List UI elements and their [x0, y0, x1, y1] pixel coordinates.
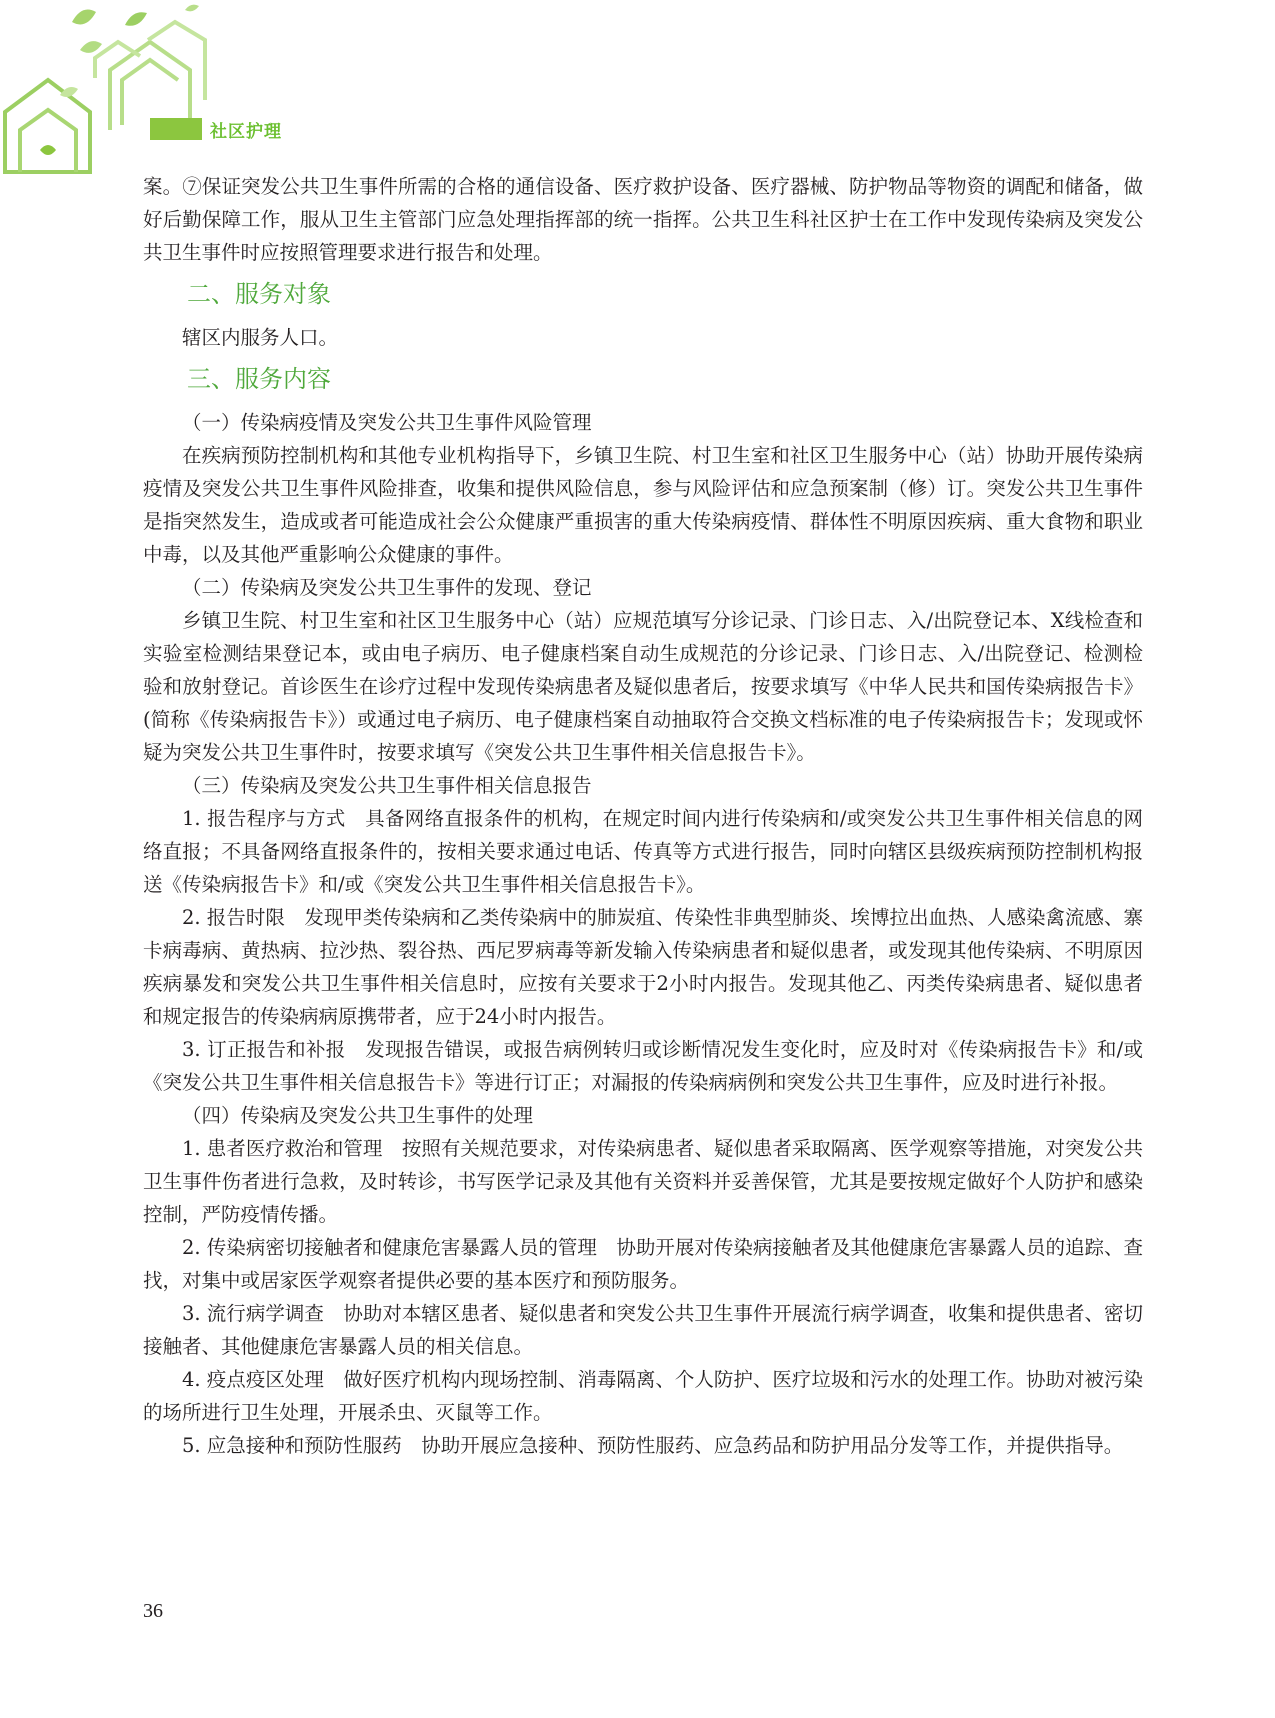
section-title: 三、服务内容: [187, 365, 331, 393]
subsection-heading: （一）传染病疫情及突发公共卫生事件风险管理: [182, 411, 592, 434]
paragraph: 3. 流行病学调查 协助对本辖区患者、疑似患者和突发公共卫生事件开展流行病学调查，收集和提供患者、密切接触者、其他健康危害暴露人员的相关信息。: [143, 1302, 1143, 1358]
paragraph: 4. 疫点疫区处理 做好医疗机构内现场控制、消毒隔离、个人防护、医疗垃圾和污水的处理工作。协助对被污染的场所进行卫生处理，开展杀虫、灭鼠等工作。: [143, 1368, 1143, 1424]
paragraph: 在疾病预防控制机构和其他专业机构指导下，乡镇卫生院、村卫生室和社区卫生服务中心（站）协助开展传染病疫情及突发公共卫生事件风险排查，收集和提供风险信息，参与风险评估和应急预案制（修）订。突发公共卫生事件是指突然发生，造成或者可能造成社会公众健康严重损害的重大传染病疫情、群体性不明原因疾病、重大食物和职业中毒，以及其他严重影响公众健康的事件。: [143, 444, 1143, 566]
section-title: 二、服务对象: [187, 280, 331, 308]
paragraph: 辖区内服务人口。: [182, 326, 339, 349]
paragraph: 5. 应急接种和预防性服药 协助开展应急接种、预防性服药、应急药品和防护用品分发等工作，并提供指导。: [182, 1434, 1124, 1457]
paragraph: 案。⑦保证突发公共卫生事件所需的合格的通信设备、医疗救护设备、医疗器械、防护物品等物资的调配和储备，做好后勤保障工作，服从卫生主管部门应急处理指挥部的统一指挥。公共卫生科社区护士在工作中发现传染病及突发公共卫生事件时应按照管理要求进行报告和处理。: [143, 175, 1143, 264]
page-body: [143, 170, 1143, 1462]
paragraph: 3. 订正报告和补报 发现报告错误，或报告病例转归或诊断情况发生变化时，应及时对《传染病报告卡》和/或《突发公共卫生事件相关信息报告卡》等进行订正；对漏报的传染病病例和突发公共卫生事件，应及时进行补报。: [143, 1038, 1143, 1094]
page-number: 36: [143, 1600, 163, 1622]
running-title: 社区护理: [210, 121, 282, 142]
header-accent-bar: [150, 118, 202, 140]
house-leaves-icon: [0, 0, 230, 175]
running-head: [150, 117, 282, 141]
paragraph: 2. 传染病密切接触者和健康危害暴露人员的管理 协助开展对传染病接触者及其他健康危害暴露人员的追踪、查找，对集中或居家医学观察者提供必要的基本医疗和预防服务。: [143, 1236, 1143, 1292]
subsection-heading: （三）传染病及突发公共卫生事件相关信息报告: [182, 774, 592, 797]
paragraph: 1. 患者医疗救治和管理 按照有关规范要求，对传染病患者、疑似患者采取隔离、医学观察等措施，对突发公共卫生事件伤者进行急救，及时转诊，书写医学记录及其他有关资料并妥善保管，尤其是要按规定做好个人防护和感染控制，严防疫情传播。: [143, 1137, 1143, 1226]
paragraph: 乡镇卫生院、村卫生室和社区卫生服务中心（站）应规范填写分诊记录、门诊日志、入/出院登记本、X线检查和实验室检测结果登记本，或由电子病历、电子健康档案自动生成规范的分诊记录、门诊日志、入/出院登记、检测检验和放射登记。首诊医生在诊疗过程中发现传染病患者及疑似患者后，按要求填写《中华人民共和国传染病报告卡》(简称《传染病报告卡》）或通过电子病历、电子健康档案自动抽取符合交换文档标准的电子传染病报告卡；发现或怀疑为突发公共卫生事件时，按要求填写《突发公共卫生事件相关信息报告卡》。: [143, 609, 1143, 764]
paragraph: 2. 报告时限 发现甲类传染病和乙类传染病中的肺炭疽、传染性非典型肺炎、埃博拉出血热、人感染禽流感、寨卡病毒病、黄热病、拉沙热、裂谷热、西尼罗病毒等新发输入传染病患者和疑似患者，或发现其他传染病、不明原因疾病暴发和突发公共卫生事件相关信息时，应按有关要求于2小时内报告。发现其他乙、丙类传染病患者、疑似患者和规定报告的传染病病原携带者，应于24小时内报告。: [143, 906, 1143, 1028]
subsection-heading: （二）传染病及突发公共卫生事件的发现、登记: [182, 576, 592, 599]
paragraph: 1. 报告程序与方式 具备网络直报条件的机构，在规定时间内进行传染病和/或突发公共卫生事件相关信息的网络直报；不具备网络直报条件的，按相关要求通过电话、传真等方式进行报告，同时向辖区县级疾病预防控制机构报送《传染病报告卡》和/或《突发公共卫生事件相关信息报告卡》。: [143, 807, 1143, 896]
subsection-heading: （四）传染病及突发公共卫生事件的处理: [182, 1104, 534, 1127]
